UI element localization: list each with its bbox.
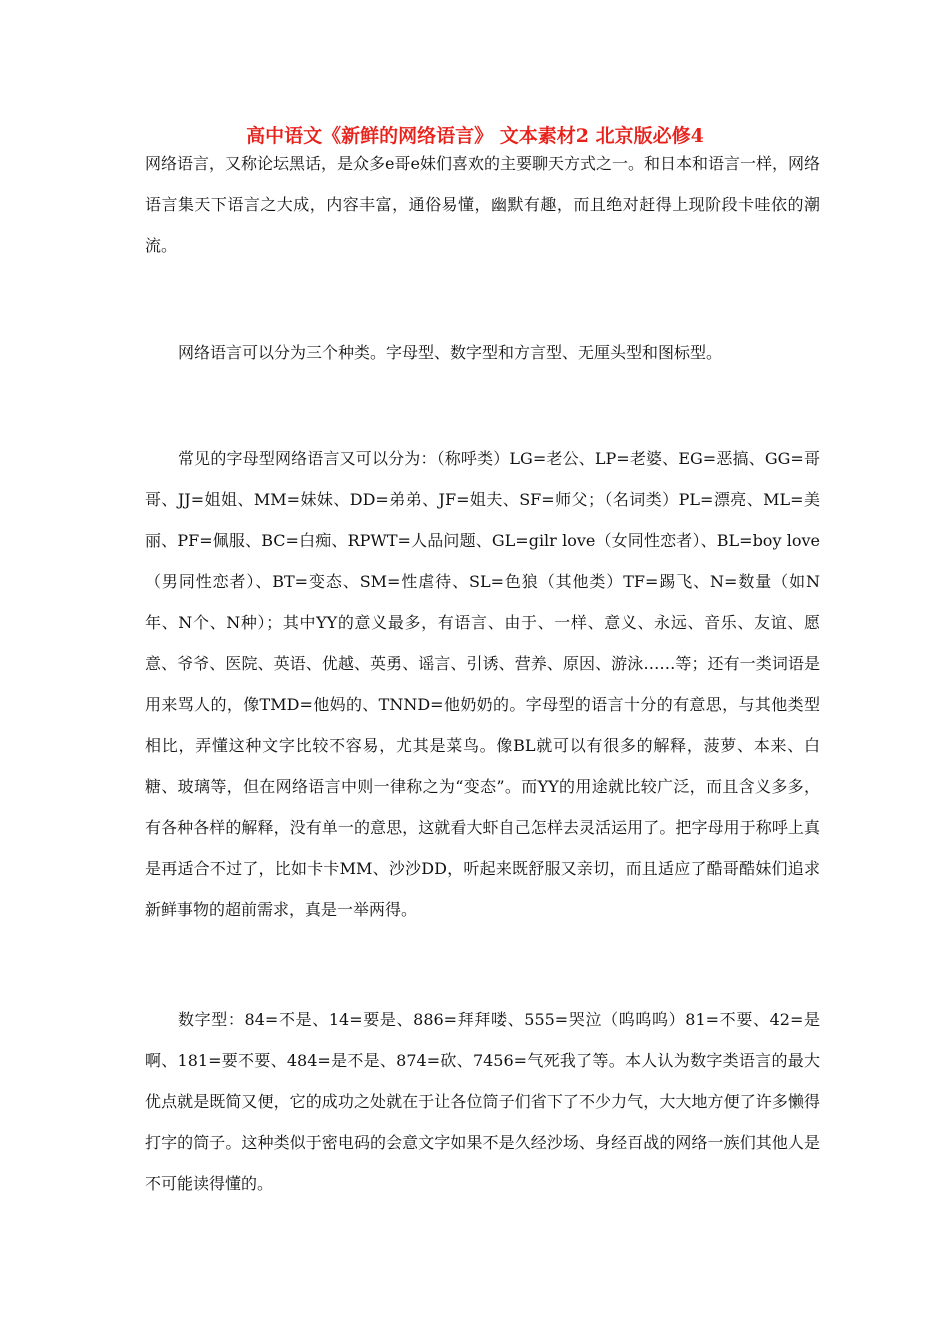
paragraph-intro: 网络语言，又称论坛黑话，是众多e哥e妹们喜欢的主要聊天方式之一。和日本和语言一样，网络语言集天下语言之大成，内容丰富，通俗易懂，幽默有趣，而且绝对赶得上现阶段卡哇依的潮流。 [145,154,820,255]
document-title: 高中语文《新鲜的网络语言》 文本素材2 北京版必修4 [246,125,704,147]
paragraph-categories: 网络语言可以分为三个种类。字母型、数字型和方言型、无厘头型和图标型。 [178,343,723,362]
paragraph-number-type: 数字型：84=不是、14=要是、886=拜拜喽、555=哭泣（呜呜呜）81=不要、42=是啊、181=要不要、484=是不是、874=砍、7456=气死我了等。本人认为数字类语言的最大优点就是既简又便，它的成功之处就在于让各位筒子们省下了不少力气，大大地方便了许多懒得打字的筒子。这种类似于密电码的会意文字如果不是久经沙场、身经百战的网络一族们其他人是不可能读得懂的。 [145,1010,820,1193]
paragraph-letter-type: 常见的字母型网络语言又可以分为：（称呼类）LG=老公、LP=老婆、EG=恶搞、GG=哥哥、JJ=姐姐、MM=妹妹、DD=弟弟、JF=姐夫、SF=师父；（名词类）PL=漂亮、ML=美丽、PF=佩服、BC=白痴、RPWT=人品问题、GL=gilr love（女同性恋者）、BL=boy love（男同性恋者）、BT=变态、SM=性虐待、SL=色狼（其他类）TF=踢飞、N=数量（如N年、N个、N种）；其中YY的意义最多，有语言、由于、一样、意义、永远、音乐、友谊、愿意、爷爷、医院、英语、优越、英勇、谣言、引诱、营养、原因、游泳……等；还有一类词语是用来骂人的，像TMD=他妈的、TNND=他奶奶的。字母型的语言十分的有意思，与其他类型相比，弄懂这种文字比较不容易，尤其是菜鸟。像BL就可以有很多的解释，菠萝、本来、白糖、玻璃等，但在网络语言中则一律称之为“变态”。而YY的用途就比较广泛，而且含义多多，有各种各样的解释，没有单一的意思，这就看大虾自己怎样去灵活运用了。把字母用于称呼上真是再适合不过了，比如卡卡MM、沙沙DD，听起来既舒服又亲切，而且适应了酷哥酷妹们追求新鲜事物的超前需求，真是一举两得。 [145,449,820,919]
